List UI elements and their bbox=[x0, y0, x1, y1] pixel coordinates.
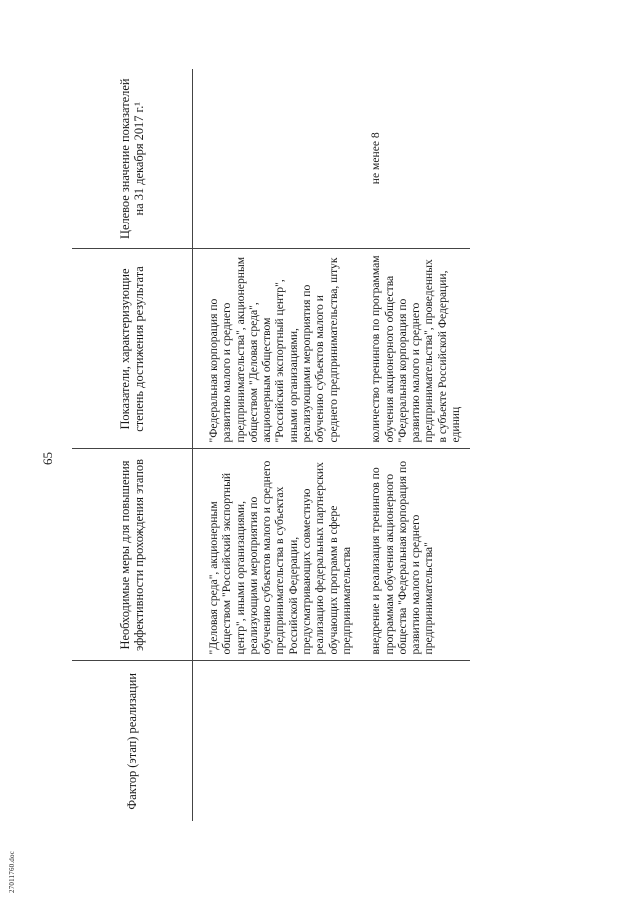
cell-indicators-text: "Федеральная корпорация по развитию малого и среднего предпринимательства", акционерным обществом "Деловая среда", акционерным обществом "Российский экспортный центр", иными организациями, реализующими мероприятия по обучению субъектов малого и среднего предпринимательства, штук bbox=[207, 256, 340, 443]
cell-target bbox=[361, 69, 470, 249]
header-target: Целевое значение показателей на 31 декабря 2017 г.¹ bbox=[72, 69, 193, 249]
document-id: 27011760.doc bbox=[8, 851, 16, 893]
cell-measures-text: "Деловая среда", акционерным обществом "Российский экспортный центр", иными организациями, реализующими мероприятия по обучению субъектов малого и среднего предпринимательства в субъектах Российской Федерации, предусматривающих совместную реализацию федеральных партнерских обучающих программ в сфере предпринимательства bbox=[207, 460, 353, 655]
header-measures: Необходимые меры для повышения эффективности прохождения этапов bbox=[72, 449, 193, 661]
cell-factor bbox=[193, 661, 362, 821]
cell-target bbox=[193, 69, 362, 249]
cell-measures bbox=[361, 449, 470, 661]
cell-indicators bbox=[361, 249, 470, 449]
cell-indicators bbox=[193, 249, 362, 449]
table-header-row bbox=[72, 69, 193, 821]
table-row bbox=[193, 69, 362, 821]
implementation-factors-table bbox=[72, 69, 470, 821]
page-number: 65 bbox=[40, 452, 55, 465]
cell-factor bbox=[361, 661, 470, 821]
cell-measures-text: внедрение и реализация тренингов по программам обучения акционерного общества "Федеральная корпорация по развитию малого и среднего предпринимательства" bbox=[369, 461, 436, 655]
cell-measures bbox=[193, 449, 362, 661]
cell-target-text: не менее 8 bbox=[369, 132, 383, 185]
header-factor: Фактор (этап) реализации bbox=[72, 661, 193, 821]
cell-indicators-text: количество тренингов по программам обучения акционерного общества "Федеральная корпорация по развитию малого и среднего предпринимательства", проведенных в субъекте Российской Федерации, единиц bbox=[369, 255, 463, 443]
table-row bbox=[361, 69, 470, 821]
header-indicators: Показатели, характеризующие степень достижения результата bbox=[72, 249, 193, 449]
